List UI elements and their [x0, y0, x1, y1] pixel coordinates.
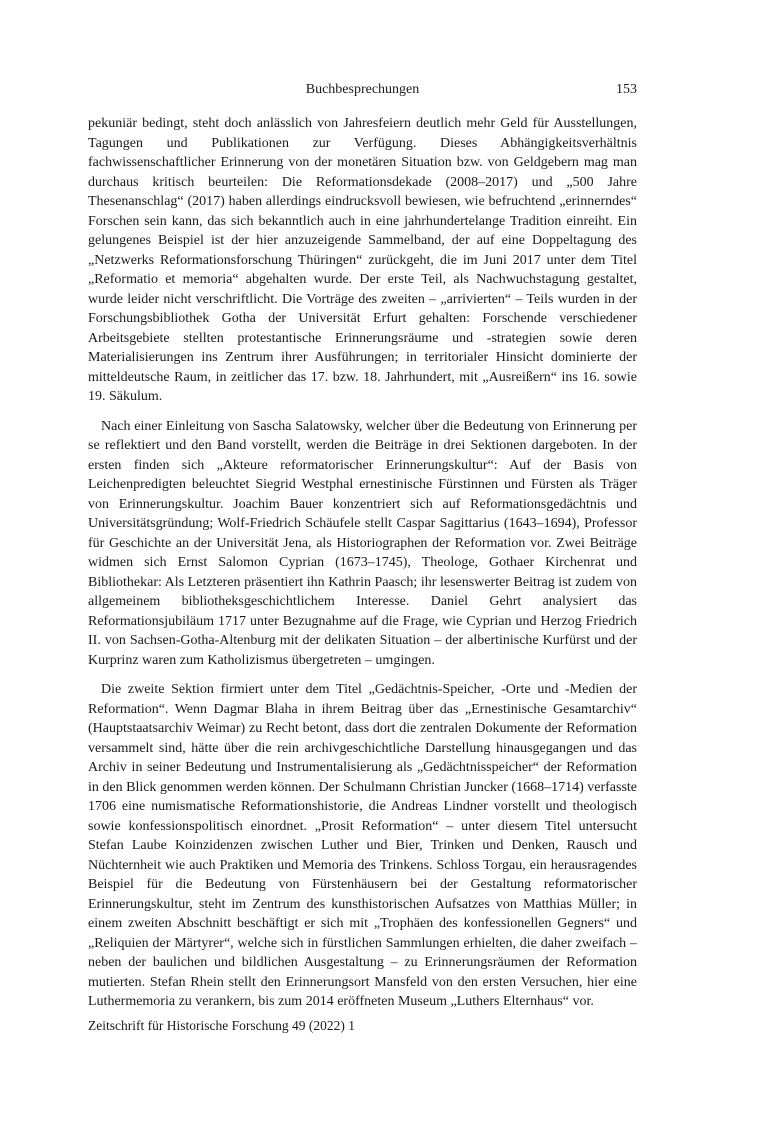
running-header — [88, 82, 637, 104]
paragraph-3: Die zweite Sektion firmiert unter dem Titel „Gedächtnis-Speicher, -Orte und -Medien der Reformation“. Wenn Dagmar Blaha in ihrem Beitrag über das „Ernestinische Gesamtarchiv“ (Hauptstaatsarchiv Weimar) zu Recht betont, dass dort die zentralen Dokumente der Reformation versammelt sind, hätte über die rein archivgeschichtliche Darstellung hinausgegangen und das Archiv in seiner Bedeutung und Instrumentalisierung als „Gedächtnisspeicher“ der Reformation in den Blick genommen werden können. Der Schulmann Christian Juncker (1668–1714) verfasste 1706 eine numismatische Reformationshistorie, die Andreas Lindner vorstellt und theologisch sowie konfessionspolitisch einordnet. „Prosit Reformation“ – unter diesem Titel untersucht Stefan Laube Koinzidenzen zwischen Luther und Bier, Trinken und Denken, Rausch und Nüchternheit wie auch Praktiken und Memoria des Trinkens. Schloss Torgau, ein herausragendes Beispiel für die Bedeutung von Fürstenhäusern bei der Gestaltung reformatorischer Erinnerungskultur, steht im Zentrum des kunsthistorischen Aufsatzes von Matthias Müller; in einem zweiten Abschnitt beschäftigt er sich mit „Trophäen des konfessionellen Gegners“ und „Reliquien der Märtyrer“, welche sich in fürstlichen Sammlungen erhielten, die daher zweifach – neben der baulichen und bildlichen Ausgestaltung – zu Erinnerungsräumen der Reformation mutierten. Stefan Rhein stellt den Erinnerungsort Mansfeld von den ersten Versuchen, hier eine Luthermemoria zu verankern, bis zum 2014 eröffneten Museum „Luthers Elternhaus“ vor. — [88, 682, 637, 1009]
running-title: Buchbesprechungen — [305, 82, 420, 97]
paragraph-1: pekuniär bedingt, steht doch anlässlich von Jahresfeiern deutlich mehr Geld für Ausstellungen, Tagungen und Publikationen zur Verfügung. Dieses Abhängigkeitsverhältnis fachwissenschaftlicher Erinnerung von der monetären Situation bzw. von Geldgebern mag man durchaus kritisch beurteilen: Die Reformationsdekade (2008–2017) und „500 Jahre Thesenanschlag“ (2017) haben allerdings eindrucksvoll bewiesen, wie befruchtend „erinnerndes“ Forschen sein kann, das sich bekanntlich auch in eine jahrhundertelange Tradition einreiht. Ein gelungenes Beispiel ist der hier anzuzeigende Sammelband, der auf eine Doppeltagung des „Netzwerks Reformationsforschung Thüringen“ zurückgeht, die im Juni 2017 unter dem Titel „Reformatio et memoria“ abgehalten wurde. Der erste Teil, als Nachwuchstagung gestaltet, wurde leider nicht verschriftlicht. Die Vorträge des zweiten – „arrivierten“ – Teils wurden in der Forschungsbibliothek Gotha der Universität Erfurt gehalten: Forschende verschiedener Arbeitsgebiete stellten protestantische Erinnerungsräume und -strategien sowie deren Materialisierungen ins Zentrum ihrer Ausführungen; in territorialer Hinsicht dominierte der mitteldeutsche Raum, in zeitlicher das 17. bzw. 18. Jahrhundert, mit „Ausreißern“ ins 16. sowie 19. Säkulum. — [88, 116, 637, 404]
page-body — [88, 82, 637, 1012]
paragraph-2: Nach einer Einleitung von Sascha Salatowsky, welcher über die Bedeutung von Erinnerung per se reflektiert und den Band vorstellt, werden die Beiträge in drei Sektionen dargeboten. In der ersten finden sich „Akteure reformatorischer Erinnerungskultur“: Auf der Basis von Leichenpredigten beleuchtet Siegrid Westphal ernestinische Fürstinnen und Fürsten als Träger von Erinnerungskultur. Joachim Bauer konzentriert sich auf Reformationsgedächtnis und Universitätsgründung; Wolf-Friedrich Schäufele stellt Caspar Sagittarius (1643–1694), Professor für Geschichte an der Universität Jena, als Historiographen der Reformation vor. Zwei Beiträge widmen sich Ernst Salomon Cyprian (1673–1745), Theologe, Gothaer Kirchenrat und Bibliothekar: Als Letzteren präsentiert ihn Kathrin Paasch; ihr lesenswerter Beitrag ist zudem von allgemeinem bibliotheksgeschichtlichem Interesse. Daniel Gehrt analysiert das Reformationsjubiläum 1717 unter Bezugnahme auf die Frage, wie Cyprian und Herzog Friedrich II. von Sachsen-Gotha-Altenburg mit der delikaten Situation – der albertinische Kurfürst und der Kurprinz waren zum Katholizismus übergetreten – umgingen. — [88, 418, 637, 668]
page-number: 153 — [616, 82, 637, 97]
journal-footer: Zeitschrift für Historische Forschung 49 (2022) 1 — [88, 1018, 355, 1033]
